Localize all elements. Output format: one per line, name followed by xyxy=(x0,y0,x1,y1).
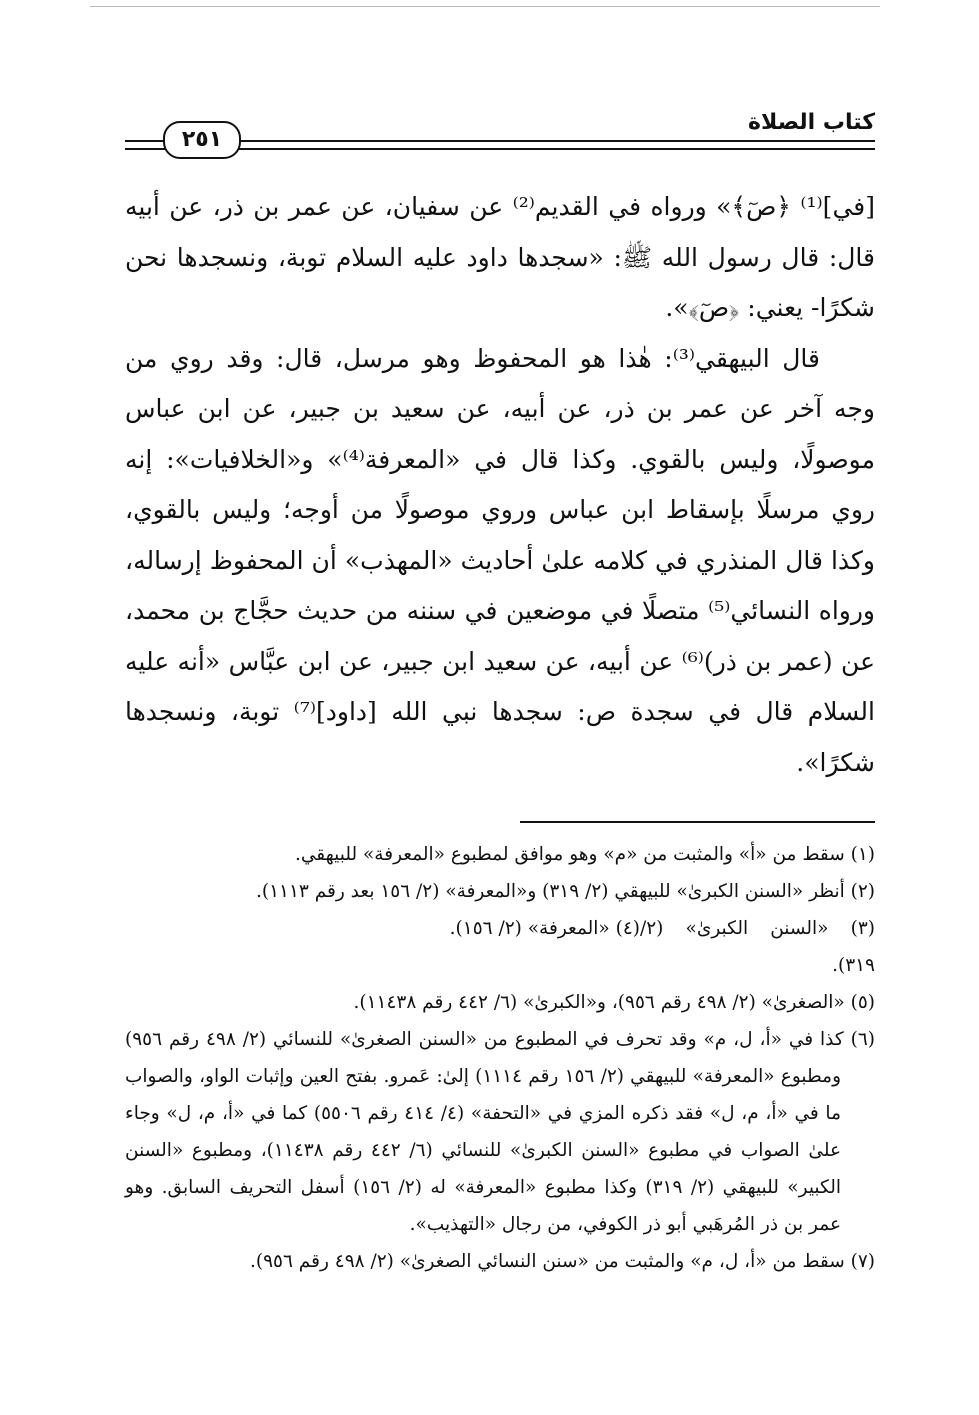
scan-edge-line xyxy=(90,6,880,7)
footnote-5: (٥) «الصغرىٰ» (٢/ ٤٩٨ رقم ٩٥٦)، و«الكبرىٰ» (٦/ ٤٤٢ رقم ١١٤٣٨). xyxy=(353,992,875,1013)
footnote-row-3-4 xyxy=(125,910,875,984)
footnote-7: (٧) سقط من «أ، ل، م» والمثبت من «سنن النسائي الصغرىٰ» (٢/ ٤٩٨ رقم ٩٥٦). xyxy=(250,1251,875,1272)
footnote-1: (١) سقط من «أ» والمثبت من «م» وهو موافق لمطبوع «المعرفة» للبيهقي. xyxy=(295,844,875,865)
footnote-3: (٣) «السنن الكبرىٰ» (٢/ ٣١٩). xyxy=(640,918,875,976)
main-text xyxy=(125,182,875,788)
chapter-title: كتاب الصلاة xyxy=(748,110,875,135)
page-number: ٢٥١ xyxy=(163,121,241,159)
footnote-6: (٦) كذا في «أ، ل، م» وقد تحرف في المطبوع من «السنن الصغرىٰ» للنسائي (٢/ ٤٩٨ رقم ٩٥٦) ومطبوع «المعرفة» للبيهقي (٢/ ١٥٦ رقم ١١١٤) إلىٰ: عَمرو. بفتح العين وإثبات الواو، والصواب ما في «أ، م، ل» فقد ذكره المزي في «التحفة» (٤/ ٤١٤ رقم ٥٥٠٦) كما في «أ، م، ل» وجاء علىٰ الصواب في مطبوع «السنن الكبرىٰ» للنسائي (٦/ ٤٤٢ رقم ١١٤٣٨)، ومطبوع «السنن الكبير» للبيهقي (٢/ ٣١٩) وكذا مطبوع «المعرفة» له (٢/ ١٥٦) أسفل التحريف السابق. وهو عمر بن ذر المُرهَبي أبو ذر الكوفي، من رجال «التهذيب». xyxy=(125,1029,875,1235)
footnote-separator xyxy=(520,821,875,823)
footnote-2: (٢) أنظر «السنن الكبرىٰ» للبيهقي (٢/ ٣١٩) و«المعرفة» (٢/ ١٥٦ بعد رقم ١١١٣). xyxy=(255,881,875,902)
footnotes xyxy=(125,836,875,1280)
paragraph-1: [في]⁽¹⁾ ﴿صٓ﴾» ورواه في القديم⁽²⁾ عن سفيان، عن عمر بن ذر، عن أبيه قال: قال رسول الله ﷺ: «سجدها داود عليه السلام توبة، ونسجدها نحن شكرًا- يعني: ﴿صٓ﴾». xyxy=(125,192,875,322)
running-header xyxy=(125,108,875,168)
paragraph-2: قال البيهقي⁽³⁾: هٰذا هو المحفوظ وهو مرسل، قال: وقد روي من وجه آخر عن عمر بن ذر، عن أبيه، عن سعيد بن جبير، عن ابن عباس موصولًا، وليس بالقوي. وكذا قال في «المعرفة⁽⁴⁾» و«الخلافيات»: إنه روي مرسلًا بإسقاط ابن عباس وروي موصولًا من أوجه؛ وليس بالقوي، وكذا قال المنذري في كلامه علىٰ أحاديث «المهذب» أن المحفوظ إرساله، ورواه النسائي⁽⁵⁾ متصلًا في موضعين في سننه من حديث حجَّاج بن محمد، عن (عمر بن ذر)⁽⁶⁾ عن أبيه، عن سعيد ابن جبير، عن ابن عبَّاس «أنه عليه السلام قال في سجدة ص: سجدها نبي الله [داود]⁽⁷⁾ توبة، ونسجدها شكرًا». xyxy=(125,343,876,777)
footnote-4: (٤) «المعرفة» (٢/ ١٥٦). xyxy=(449,918,640,939)
